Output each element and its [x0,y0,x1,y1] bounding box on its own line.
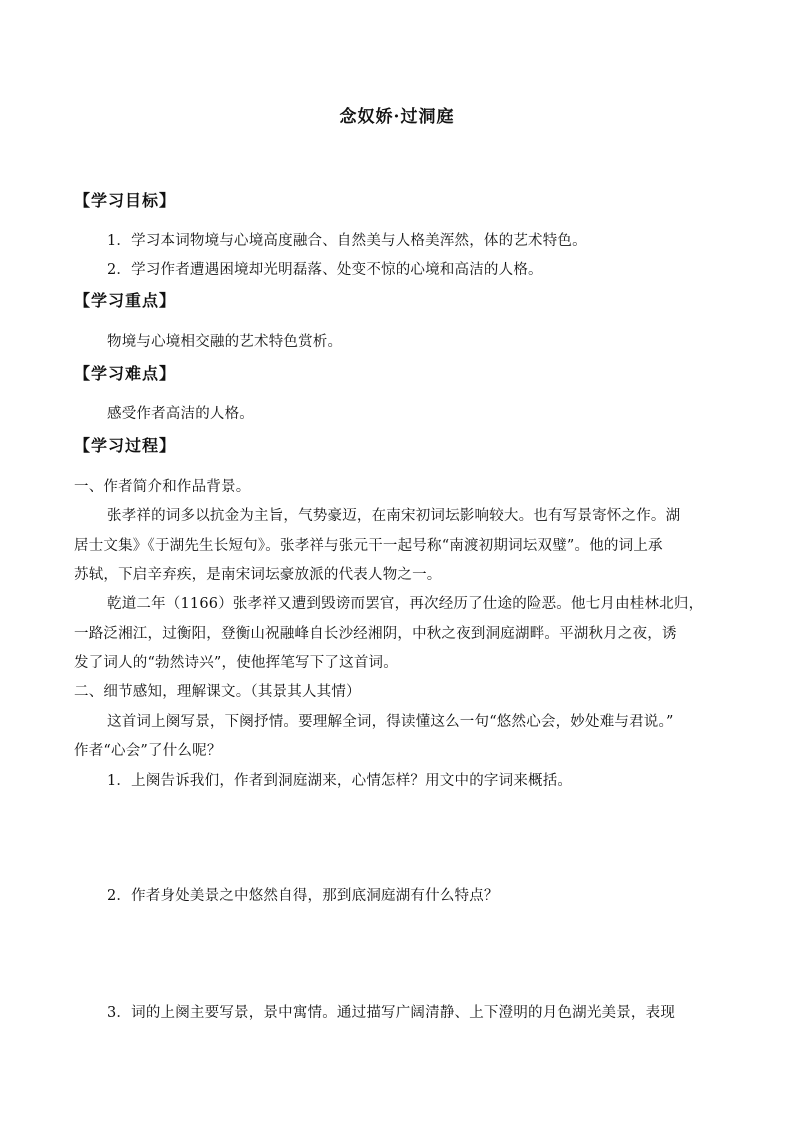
goals-heading: 【学习目标】 [74,191,177,210]
difficulty-heading: 【学习难点】 [74,364,177,383]
part1-heading: 一、作者简介和作品背景。 [74,479,251,495]
part1-paragraph2-line1: 乾道二年（1166）张孝祥又遭到毁谤而罢官，再次经历了仕途的险恶。他七月由桂林北归， [107,596,704,612]
part1-paragraph1-line1: 张孝祥的词多以抗金为主旨，气势豪迈，在南宋初词坛影响较大。也有写景寄怀之作。湖 [107,508,681,524]
part1-paragraph2-line2: 一路泛湘江，过衡阳，登衡山祝融峰自长沙经湘阴，中秋之夜到洞庭湖畔。平湖秋月之夜，诱 [74,626,677,642]
goal-item-1: 1．学习本词物境与心境高度融合、自然美与人格美浑然，体的艺术特色。 [107,233,587,249]
question-2: 2．作者身处美景之中悠然自得，那到底洞庭湖有什么特点？ [107,888,499,904]
part2-intro-line2: 作者“心会”了什么呢？ [74,743,222,759]
process-heading: 【学习过程】 [74,436,177,455]
part2-intro-line1: 这首词上阕写景，下阕抒情。要理解全词，得读懂这么一句“悠然心会，妙处难与君说。” [107,714,674,730]
focus-heading: 【学习重点】 [74,291,177,310]
question-3: 3．词的上阕主要写景，景中寓情。通过描写广阔清静、上下澄明的月色湖光美景，表现 [107,1005,676,1021]
document-title: 念奴娇·过洞庭 [339,107,455,127]
focus-text: 物境与心境相交融的艺术特色赏析。 [107,334,343,350]
difficulty-text: 感受作者高洁的人格。 [107,406,254,422]
goal-item-2: 2．学习作者遭遇困境却光明磊落、处变不惊的心境和高洁的人格。 [107,262,543,278]
part1-paragraph1-line2: 居士文集》《于湖先生长短句》。张孝祥与张元干一起号称“南渡初期词坛双璧”。他的词上承 [74,538,663,554]
part2-heading: 二、细节感知，理解课文。（其景其人其情） [74,684,361,700]
question-1: 1．上阕告诉我们，作者到洞庭湖来，心情怎样？用文中的字词来概括。 [107,773,573,789]
part1-paragraph2-line3: 发了词人的“勃然诗兴”，使他挥笔写下了这首词。 [74,655,398,671]
part1-paragraph1-line3: 苏轼，下启辛弃疾，是南宋词坛豪放派的代表人物之一。 [74,567,442,583]
